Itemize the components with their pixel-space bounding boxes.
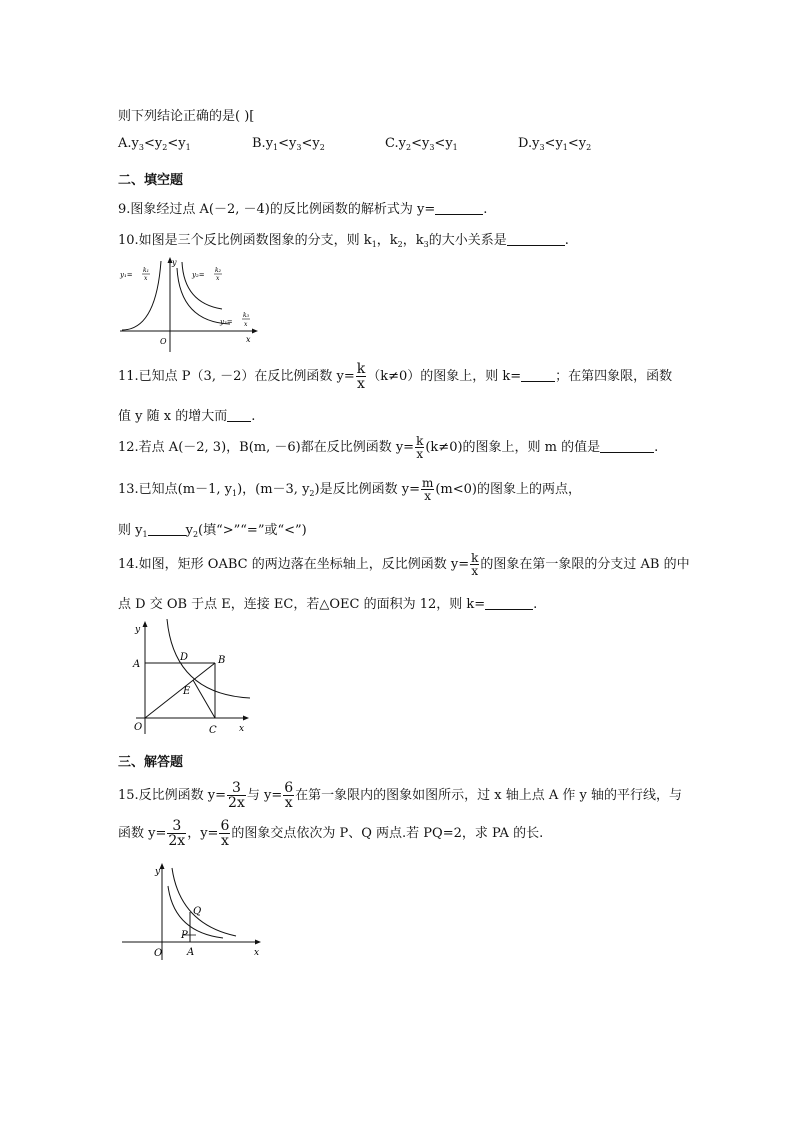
fig10-xd2: x [216, 275, 220, 282]
q8-option-d: $D.y_3<y_1<y_2$ [518, 136, 592, 152]
q13-line2: 则 $y_1$ $y_2$(填“>”“=”或“<”) [118, 523, 307, 539]
q15-line1: 15.反比例函数 y= $\frac{3}{2x}$ 与 y= $\frac{6}{x}$ 在第一象限内的图象如图所示，过 x 轴上点 A 作 y 轴的平行线，与 [118, 780, 683, 811]
q13-line1: 13.已知点(m－1, $y_1$)，(m－3, $y_2$)是反比例函数 y= $\frac{m}{x}$ (m<0)的图象上的两点， [118, 476, 581, 503]
fig15-y-label: y [155, 867, 161, 877]
fig14-d-label: D [180, 652, 189, 663]
fig14-o-label: O [134, 722, 143, 733]
q14-line2: 点 D 交 OB 于点 E，连接 EC，若△OEC 的面积为 12，则 k= . [118, 597, 538, 612]
q12: 12.若点 A(－2, 3)，B(m, －6)都在反比例函数 y= $\frac{k}{x}$ (k≠0)的图象上，则 m 的值是 . [118, 434, 659, 461]
fig10-x-arrow [252, 329, 258, 334]
fig10-y-label: y [172, 258, 177, 267]
figure-q14 [118, 616, 258, 738]
q15-line2: 函数 y= $\frac{3}{2x}$ ，y= $\frac{6}{x}$ 的图象交点依次为 P、Q 两点.若 PQ=2，求 PA 的长. [118, 818, 544, 849]
fig10-x-label: x [246, 335, 251, 344]
fig15-curve-6-over-x [172, 868, 236, 936]
fig10-f1-label: y₁= [120, 271, 133, 279]
figure-q10 [118, 256, 258, 354]
q8-option-a: $A.y_3<y_2<y_1$ [118, 136, 191, 152]
q8-prompt: 则下列结论正确的是( )[ [118, 109, 255, 124]
fig14-e-label: E [183, 686, 191, 697]
fig15-a-label: A [187, 947, 195, 958]
fig14-a-label: A [133, 659, 141, 670]
fig15-o-label: O [154, 948, 163, 959]
q14-line1: 14.如图，矩形 OABC 的两边落在坐标轴上，反比例函数 y= $\frac{k}{x}$ 的图象在第一象限的分支过 AB 的中 [118, 551, 690, 578]
q10: 10.如图是三个反比例函数图象的分支，则 $k_1$，$k_2$，$k_3$的大小关系是 . [118, 233, 569, 249]
figure-q15 [118, 858, 268, 962]
section2-title: 二、填空题 [118, 173, 184, 188]
fig15-y-arrow [160, 863, 165, 869]
section3-title: 三、解答题 [118, 755, 184, 770]
fig14-y-label: y [135, 625, 141, 635]
fig14-y-arrow [143, 621, 148, 627]
fig10-origin-label: O [160, 337, 167, 346]
fig15-p-label: P [181, 930, 188, 941]
q11-line1: 11.已知点 P（3, －2）在反比例函数 y= $\frac{k}{x}$ （k≠0）的图象上，则 k= ；在第四象限，函数 [118, 361, 673, 392]
fig10-k3: k₃ [243, 312, 250, 319]
fig10-k2: k₂ [215, 267, 222, 274]
fig10-k1: k₁ [143, 267, 150, 274]
fig15-x-arrow [255, 940, 261, 945]
q9: 9.图象经过点 A(－2, －4)的反比例函数的解析式为 y= . [118, 202, 488, 217]
fig14-x-arrow [243, 716, 249, 721]
fig10-xd1: x [144, 275, 148, 282]
q8-option-b: $B.y_1<y_3<y_2$ [252, 136, 325, 152]
q8-option-c: $C.y_2<y_3<y_1$ [385, 136, 458, 152]
fig14-x-label: x [239, 724, 245, 734]
fig14-diagonal-ob [145, 663, 215, 718]
fig10-xd3: x [244, 321, 248, 328]
fig15-x-label: x [254, 948, 260, 958]
fig14-b-label: B [218, 655, 226, 666]
fig10-f2-label: y₂= [192, 271, 205, 279]
fig10-f3-label: y₃= [220, 318, 233, 326]
q11-line2: 值 y 随 x 的增大而 . [118, 409, 256, 424]
fig14-c-label: C [209, 725, 217, 736]
fig15-q-label: Q [193, 906, 202, 917]
